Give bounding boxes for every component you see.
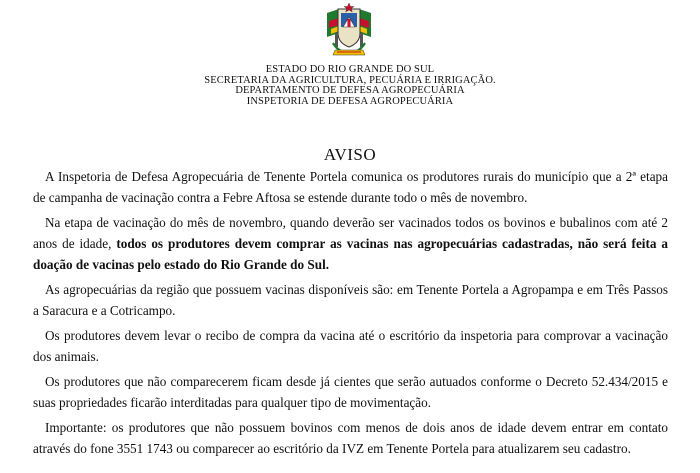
state-coat-of-arms-icon: [323, 3, 375, 58]
header-department-line: DEPARTAMENTO DE DEFESA AGROPECUÁRIA: [235, 85, 465, 97]
paragraph-receipt: Os produtores devem levar o recibo de compra da vacina até o escritório da inspetoria para comprovar a vacinação dos animais.: [33, 328, 668, 364]
paragraph-penalty: Os produtores que não comparecerem ficam desde já cientes que serão autuados conforme o Decreto 52.434/2015 e suas propriedades ficarão interditadas para qualquer tipo de movimentação.: [33, 374, 668, 410]
notice-title: AVISO: [323, 145, 377, 164]
paragraph-vaccination-stage-text: Na etapa de vacinação do mês de novembro, quando deverão ser vacinados todos os bovinos e bubalinos com até 2 anos de idade,: [33, 215, 668, 251]
paragraph-vaccination-stage-bold: todos os produtores devem comprar as vacinas nas agropecuárias cadastradas, não será feita a doação de vacinas pelo estado do Rio Grande do Sul.: [33, 236, 668, 272]
paragraph-important: Importante: os produtores que não possuem bovinos com menos de dois anos de idade devem entrar em contato através do fone 3551 1743 ou comparecer ao escritório da IVZ em Tenente Portela para atualizarem seu cadastro.: [33, 420, 668, 456]
header-block: [0, 65, 700, 107]
paragraph-vaccination-stage: [33, 212, 668, 275]
paragraph-stores: As agropecuárias da região que possuem vacinas disponíveis são: em Tenente Portela a Agropampa e em Três Passos a Saracura e a Cotricampo.: [33, 282, 668, 318]
header-state-line: ESTADO DO RIO GRANDE DO SUL: [265, 64, 435, 75]
notice-body: [33, 166, 668, 463]
paragraph-announcement: A Inspetoria de Defesa Agropecuária de Tenente Portela comunica os produtores rurais do município que a 2ª etapa de campanha de vacinação contra a Febre Aftosa se estende durante todo o mês de novembro.: [33, 169, 668, 205]
header-inspectorate-line: INSPETORIA DE DEFESA AGROPECUÁRIA: [246, 95, 454, 107]
header-secretariat-line: SECRETARIA DA AGRICULTURA, PECUÁRIA E IRRIGAÇÃO.: [204, 74, 496, 86]
